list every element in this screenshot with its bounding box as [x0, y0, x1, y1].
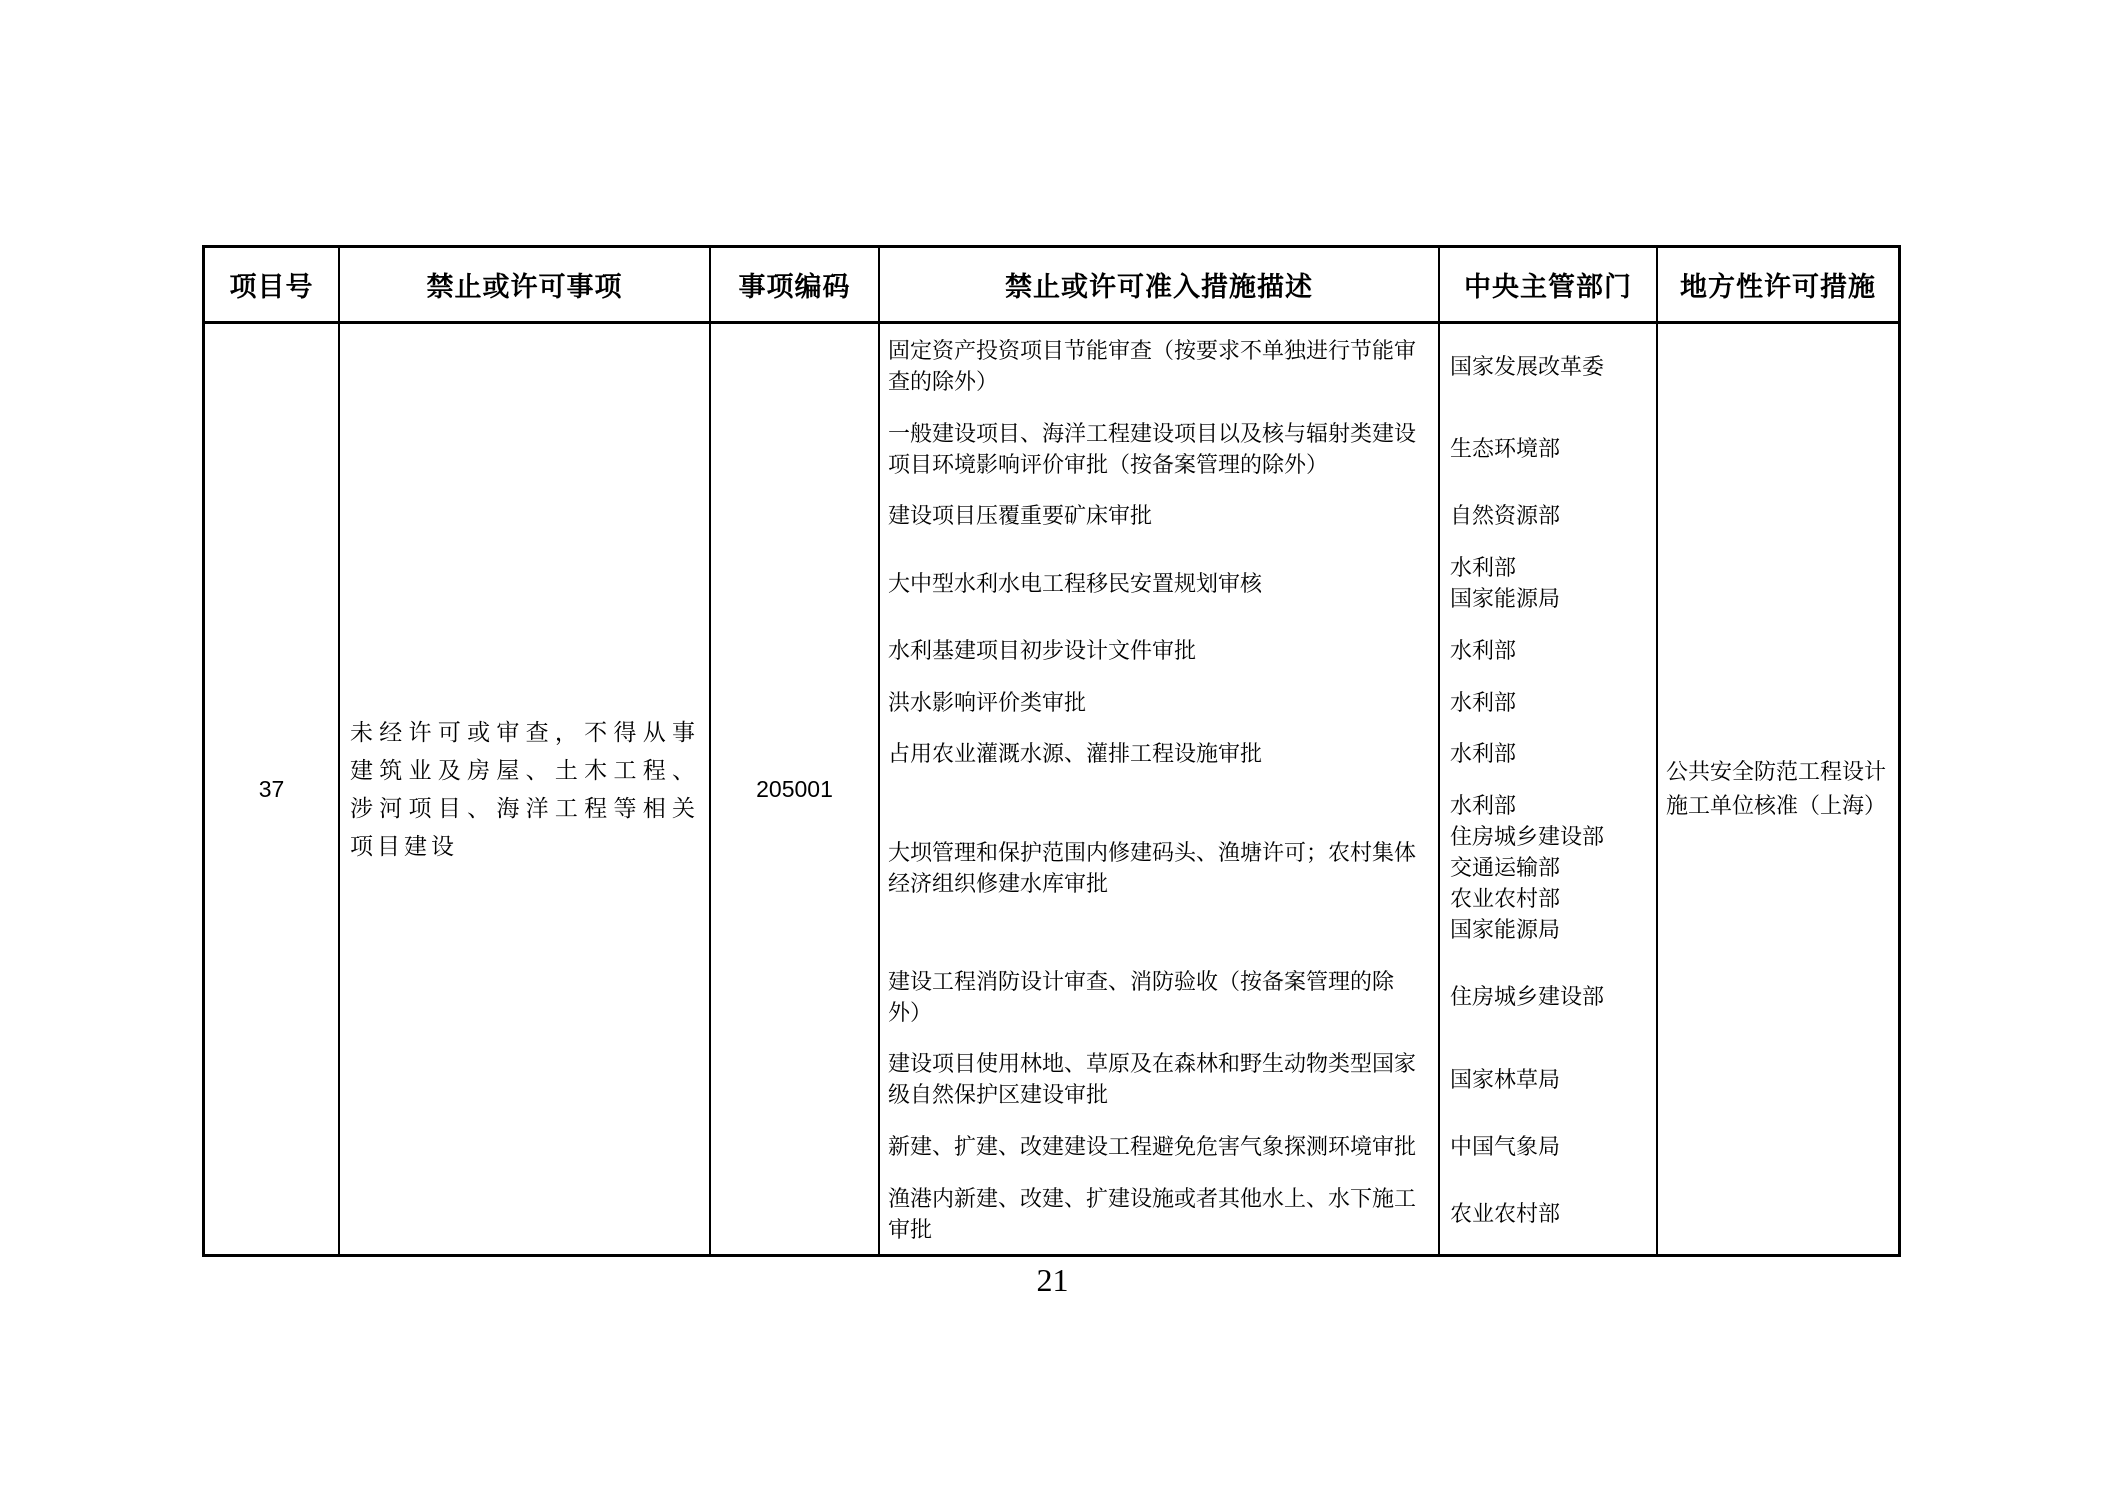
- measure-dept: 水利部: [1450, 637, 1517, 663]
- measure-dept: 水利部: [1450, 689, 1517, 715]
- header-local-measure: 地方性许可措施: [1680, 272, 1876, 302]
- measure-desc: 一般建设项目、海洋工程建设项目以及核与辐射类建设项目环境影响评价审批（按备案管理的除外）: [888, 420, 1417, 477]
- measure-desc: 建设项目压覆重要矿床审批: [888, 503, 1153, 529]
- measure-dept: 生态环境部: [1450, 436, 1561, 462]
- measure-desc: 水利基建项目初步设计文件审批: [888, 637, 1197, 663]
- measure-desc: 渔港内新建、改建、扩建设施或者其他水上、水下施工审批: [888, 1185, 1417, 1242]
- measure-dept: 国家林草局: [1450, 1066, 1561, 1092]
- cell-item-no: 37: [205, 324, 340, 1254]
- header-item-no: 项目号: [205, 248, 340, 321]
- measure-row: [880, 1045, 1656, 1113]
- measure-dept: 住房城乡建设部: [1450, 984, 1605, 1010]
- measure-row: [880, 332, 1656, 400]
- measure-desc: 占用农业灌溉水源、灌排工程设施审批: [888, 741, 1263, 767]
- measure-row: [880, 415, 1656, 483]
- measure-dept: 农业农村部: [1450, 1201, 1561, 1227]
- measure-desc: 建设工程消防设计审查、消防验收（按备案管理的除外）: [888, 968, 1395, 1025]
- measure-desc: 建设项目使用林地、草原及在森林和野生动物类型国家级自然保护区建设审批: [888, 1051, 1417, 1108]
- cell-local-measure: 公共安全防范工程设计施工单位核准（上海）: [1666, 759, 1887, 818]
- header-measure-desc: 禁止或许可准入措施描述: [880, 248, 1440, 321]
- measure-row: [880, 497, 1656, 534]
- measure-row: [880, 632, 1656, 669]
- page-number: 21: [1036, 1262, 1069, 1298]
- cell-matter: 未经许可或审查，不得从事建筑业及房屋、土木工程、涉河项目、海洋工程等相关项目建设: [340, 324, 711, 1254]
- measure-row: [880, 1180, 1656, 1248]
- cell-measures-and-depts: [880, 324, 1658, 1254]
- header-matter: 禁止或许可事项: [340, 248, 711, 321]
- measure-desc: 新建、扩建、改建建设工程避免危害气象探测环境审批: [888, 1134, 1417, 1160]
- table-header-row: [205, 248, 1898, 324]
- measure-desc: 大坝管理和保护范围内修建码头、渔塘许可；农村集体经济组织修建水库审批: [888, 839, 1417, 896]
- measure-row: [880, 787, 1656, 948]
- measure-dept: 水利部 住房城乡建设部 交通运输部 农业农村部 国家能源局: [1450, 793, 1605, 943]
- access-measures-table: [202, 245, 1901, 1257]
- measure-row: [880, 549, 1656, 617]
- measure-desc: 洪水影响评价类审批: [888, 689, 1087, 715]
- measure-dept: 自然资源部: [1450, 503, 1561, 529]
- cell-code: 205001: [711, 324, 880, 1254]
- measure-row: [880, 684, 1656, 721]
- measure-dept: 国家发展改革委: [1450, 353, 1605, 379]
- measure-desc: 固定资产投资项目节能审查（按要求不单独进行节能审查的除外）: [888, 338, 1417, 394]
- measure-row: [880, 1128, 1656, 1165]
- header-code: 事项编码: [711, 248, 880, 321]
- measure-dept: 水利部: [1450, 741, 1517, 767]
- column-divider: [1438, 324, 1440, 1254]
- measure-desc: 大中型水利水电工程移民安置规划审核: [888, 570, 1263, 596]
- table-row: [205, 324, 1898, 1254]
- header-central-dept: 中央主管部门: [1440, 248, 1658, 321]
- measure-dept: 中国气象局: [1450, 1134, 1561, 1160]
- measure-dept: 水利部 国家能源局: [1450, 555, 1561, 612]
- measure-row: [880, 963, 1656, 1031]
- measure-row: [880, 735, 1656, 772]
